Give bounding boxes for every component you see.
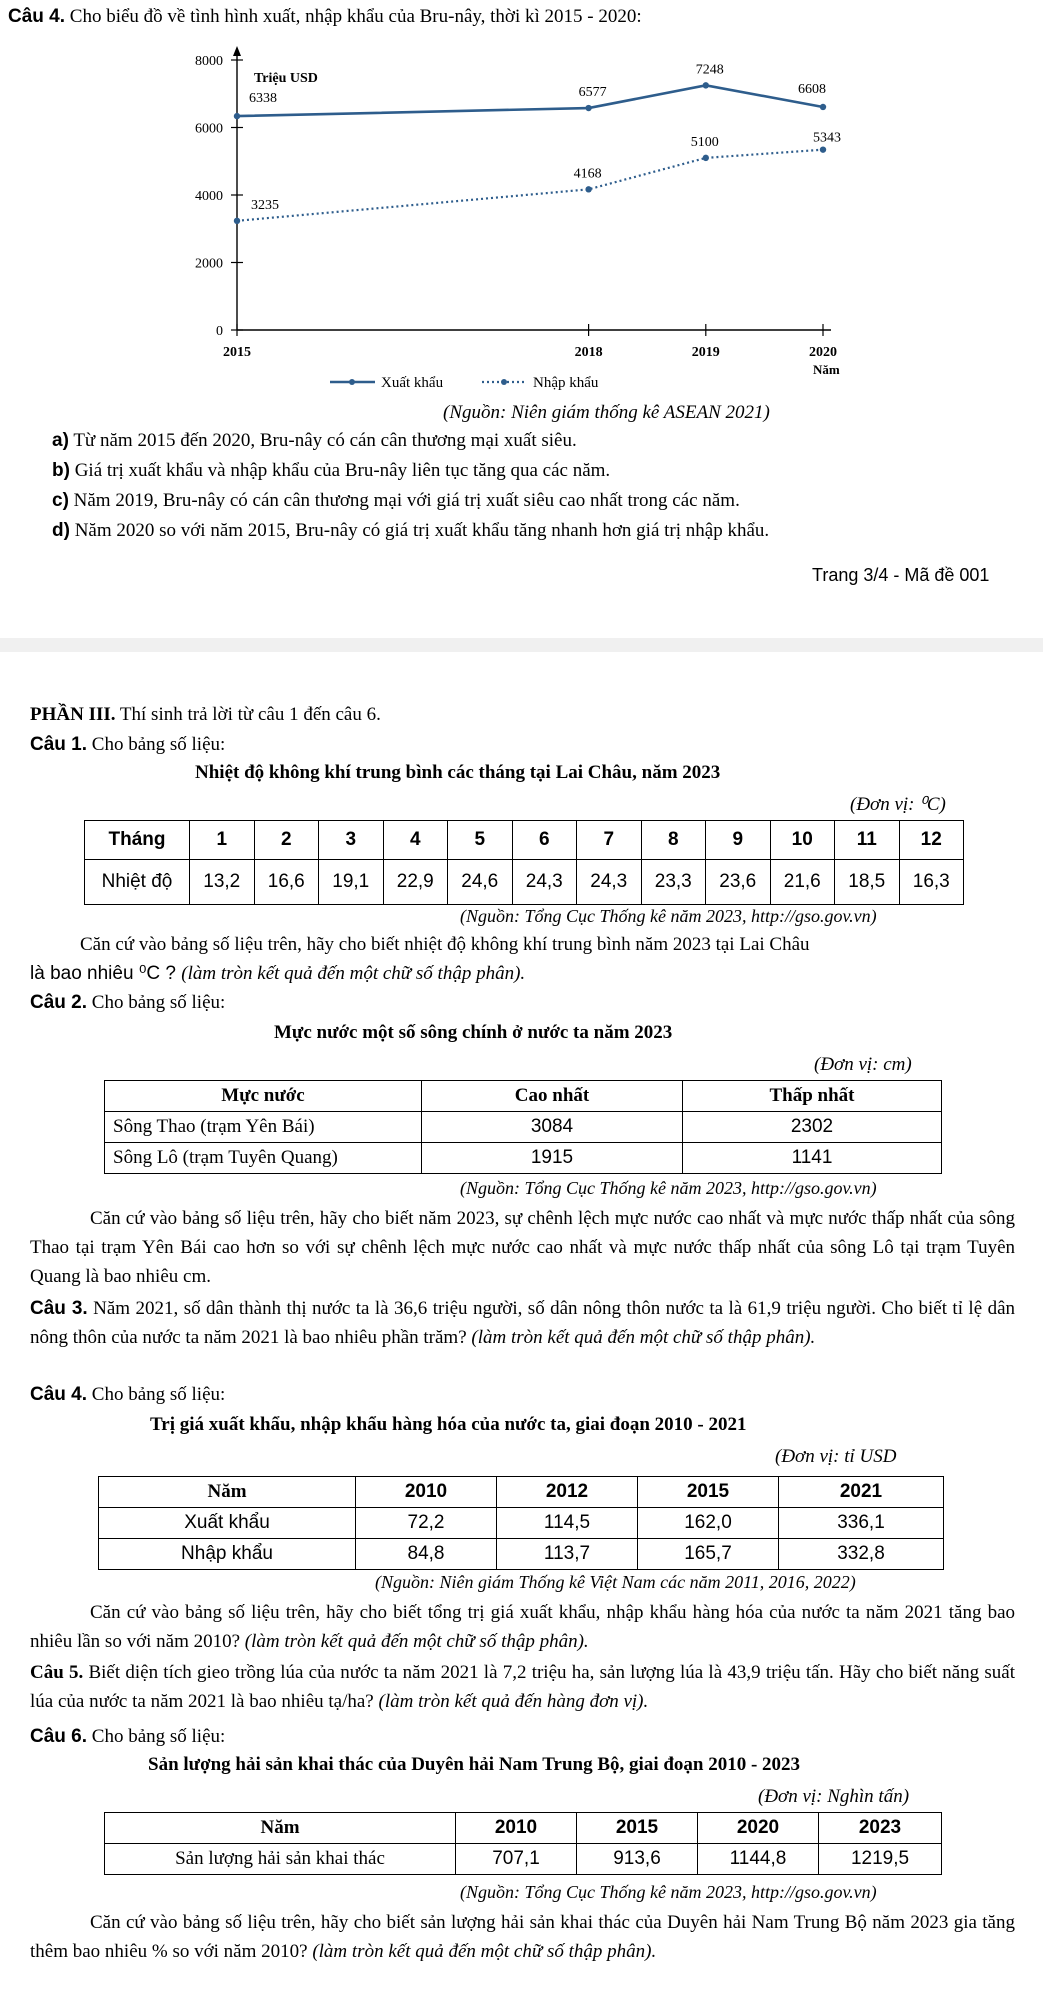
c1-title: Nhiệt độ không khí trung bình các tháng tại Lai Châu, năm 2023 [195, 762, 721, 783]
c1-question-note: (làm tròn kết quả đến một chữ số thập phân). [181, 963, 526, 984]
c2-cell: 2302 [683, 1112, 942, 1143]
y-axis-title: Triệu USD [254, 71, 318, 86]
c4-header-row [99, 1477, 944, 1508]
c6-title: Sản lượng hải sản khai thác của Duyên hải Nam Trung Bộ, giai đoạn 2010 - 2023 [148, 1754, 801, 1775]
c5-text: Biết diện tích gieo trồng lúa của nước ta năm 2021 là 7,2 triệu ha, sản lượng lúa là 43,9 triệu tấn. Hãy cho biết năng suất lúa của nước ta năm 2021 là bao nhiêu tạ/ha? [30, 1662, 1016, 1712]
c6-header: Năm [105, 1813, 456, 1844]
page-top [0, 0, 1043, 640]
c2-intro: Cho bảng số liệu: [87, 992, 226, 1013]
legend-import-label: Nhập khẩu [533, 375, 599, 391]
q4-option-d [52, 518, 769, 543]
c5-label: Câu 5. [30, 1662, 84, 1683]
import-data-label: 5100 [690, 134, 719, 150]
c6-header: 2023 [819, 1813, 942, 1844]
c1-month: 6 [512, 821, 577, 860]
q4-option-a [52, 428, 577, 453]
c4-cell: 113,7 [497, 1539, 638, 1570]
c3-note: (làm tròn kết quả đến một chữ số thập phân). [471, 1327, 816, 1348]
c2-unit: (Đơn vị: cm) [814, 1054, 912, 1075]
option-d-label: d) [52, 520, 70, 541]
c4-header: 2012 [497, 1477, 638, 1508]
c6-cell: 1144,8 [698, 1844, 819, 1875]
c6-header-row [105, 1813, 942, 1844]
c6-cell: 913,6 [577, 1844, 698, 1875]
c4-cell: 72,2 [356, 1508, 497, 1539]
export-data-label: 6608 [798, 81, 826, 97]
x-tick-label: 2018 [574, 345, 603, 360]
c1-row-months [85, 821, 964, 860]
c1-label: Câu 1. [30, 734, 88, 755]
page-footer: Trang 3/4 - Mã đề 001 [812, 565, 990, 585]
c1-month: 12 [899, 821, 964, 860]
c1-table [84, 820, 964, 905]
c1-month: 3 [319, 821, 384, 860]
c6-label: Câu 6. [30, 1726, 88, 1747]
legend-import-dot [501, 379, 507, 385]
c1-month: 10 [770, 821, 835, 860]
export-point [585, 105, 591, 111]
export-point [234, 113, 240, 119]
export-point [820, 104, 826, 110]
part3-text: Thí sinh trả lời từ câu 1 đến câu 6. [115, 704, 381, 725]
y-tick-label: 6000 [195, 121, 223, 137]
c2-source: (Nguồn: Tổng Cục Thống kê năm 2023, http://gso.gov.vn) [460, 1178, 877, 1198]
c2-row [105, 1143, 942, 1174]
option-b-label: b) [52, 460, 70, 481]
q4-option-c [52, 488, 740, 513]
c6-row [105, 1844, 942, 1875]
q4-top-text: Cho biểu đồ về tình hình xuất, nhập khẩu của Bru-nây, thời kì 2015 - 2020: [69, 6, 642, 27]
q4-top-label: Câu 4. [8, 6, 66, 27]
c4-source: (Nguồn: Niên giám Thống kê Việt Nam các năm 2011, 2016, 2022) [375, 1572, 856, 1592]
option-c-text: Năm 2019, Bru-nây có cán cân thương mại với giá trị xuất siêu cao nhất trong các năm. [73, 490, 740, 511]
c5-note: (làm tròn kết quả đến hàng đơn vị). [378, 1691, 649, 1712]
c1-temp: 23,3 [641, 860, 706, 905]
series-line-import [237, 150, 823, 221]
y-axis-arrow [233, 46, 241, 56]
c2-label: Câu 2. [30, 992, 88, 1013]
c1-temp: 24,6 [448, 860, 513, 905]
part3-heading [30, 702, 381, 727]
y-tick-label: 2000 [195, 256, 223, 272]
c2-title: Mực nước một số sông chính ở nước ta năm 2023 [274, 1022, 673, 1043]
c2-header: Thấp nhất [683, 1081, 942, 1112]
trade-line-chart [180, 40, 860, 400]
import-point [703, 155, 709, 161]
x-tick-label: 2019 [691, 345, 720, 360]
c4-cell: 84,8 [356, 1539, 497, 1570]
y-tick-label: 8000 [195, 54, 223, 69]
legend-export-label: Xuất khẩu [381, 375, 444, 391]
c2-cell: Sông Lô (trạm Tuyên Quang) [105, 1143, 422, 1174]
c6-cell: Sản lượng hải sản khai thác [105, 1844, 456, 1875]
c1-month: 8 [641, 821, 706, 860]
q4-top-source: (Nguồn: Niên giám thống kê ASEAN 2021) [443, 402, 770, 423]
c1-heading [30, 732, 225, 757]
c2-header-row [105, 1081, 942, 1112]
export-data-label: 7248 [695, 62, 724, 78]
export-point [703, 82, 709, 88]
import-point [585, 186, 591, 192]
option-b-text: Giá trị xuất khẩu và nhập khẩu của Bru-nây liên tục tăng qua các năm. [74, 460, 611, 481]
c2-cell: Sông Thao (trạm Yên Bái) [105, 1112, 422, 1143]
x-tick-label: 2020 [809, 345, 837, 360]
c1-month: 9 [706, 821, 771, 860]
c4-question: Căn cứ vào bảng số liệu trên, hãy cho biết tổng trị giá xuất khẩu, nhập khẩu hàng hóa của nước ta năm 2021 tăng bao nhiêu lần so với năm 2010? [30, 1602, 1015, 1652]
c4-cell: 165,7 [638, 1539, 779, 1570]
c3-text: Năm 2021, số dân thành thị nước ta là 36,6 triệu người, số dân nông thôn nước ta là 61,9 triệu người. Cho biết tỉ lệ dân nông thôn của nước ta năm 2021 là bao nhiêu phần trăm? [30, 1298, 1015, 1348]
c4-note: (làm tròn kết quả đến một chữ số thập phân). [244, 1631, 589, 1652]
c6-question-block [30, 1908, 1015, 1966]
c6-cell: 707,1 [456, 1844, 577, 1875]
c6-heading [30, 1724, 225, 1749]
q4-top-heading [8, 4, 642, 29]
c6-header: 2020 [698, 1813, 819, 1844]
c4-header: 2010 [356, 1477, 497, 1508]
c1-source: (Nguồn: Tổng Cục Thống kê năm 2023, http://gso.gov.vn) [460, 906, 877, 926]
option-a-text: Từ năm 2015 đến 2020, Bru-nây có cán cân thương mại xuất siêu. [73, 430, 577, 451]
c6-question: Căn cứ vào bảng số liệu trên, hãy cho biết sản lượng hải sản khai thác của Duyên hải Nam Trung Bộ năm 2023 gia tăng thêm bao nhiêu % so với năm 2010? [30, 1912, 1015, 1962]
c4-title: Trị giá xuất khẩu, nhập khẩu hàng hóa của nước ta, giai đoạn 2010 - 2021 [150, 1414, 747, 1435]
c1-month: 7 [577, 821, 642, 860]
c1-temp: 18,5 [835, 860, 900, 905]
option-d-text: Năm 2020 so với năm 2015, Bru-nây có giá trị xuất khẩu tăng nhanh hơn giá trị nhập khẩu. [74, 520, 770, 541]
c2-cell: 3084 [422, 1112, 683, 1143]
q4-option-b [52, 458, 610, 483]
c1-row-temps [85, 860, 964, 905]
y-tick-label: 4000 [195, 189, 223, 204]
c1-temp: 22,9 [383, 860, 448, 905]
c1-head-month: Tháng [85, 821, 190, 860]
c1-question-main: là bao nhiêu ⁰C ? [30, 963, 182, 984]
import-point [234, 218, 240, 224]
c4-cell: 162,0 [638, 1508, 779, 1539]
c2-table [104, 1080, 942, 1174]
c4-question-block [30, 1598, 1015, 1656]
c4-cell: 336,1 [779, 1508, 944, 1539]
c1-temp: 16,3 [899, 860, 964, 905]
c2-cell: 1141 [683, 1143, 942, 1174]
c1-month: 1 [190, 821, 255, 860]
page-bottom [0, 652, 1043, 2004]
x-axis-title: Năm [813, 362, 840, 377]
c1-temp: 16,6 [254, 860, 319, 905]
c4-cell: Nhập khẩu [99, 1539, 356, 1570]
c6-source: (Nguồn: Tổng Cục Thống kê năm 2023, http://gso.gov.vn) [460, 1882, 877, 1902]
c2-heading [30, 990, 225, 1015]
c2-row [105, 1112, 942, 1143]
c2-header: Mực nước [105, 1081, 422, 1112]
c4-header: 2021 [779, 1477, 944, 1508]
c1-temp: 24,3 [577, 860, 642, 905]
c1-head-temp: Nhiệt độ [85, 860, 190, 905]
c1-intro: Cho bảng số liệu: [87, 734, 226, 755]
c2-cell: 1915 [422, 1143, 683, 1174]
c6-intro: Cho bảng số liệu: [87, 1726, 226, 1747]
c4-intro: Cho bảng số liệu: [87, 1384, 226, 1405]
c6-note: (làm tròn kết quả đến một chữ số thập phân). [312, 1941, 657, 1962]
c6-unit: (Đơn vị: Nghìn tấn) [758, 1786, 910, 1807]
y-tick-label: 0 [216, 324, 223, 339]
c6-cell: 1219,5 [819, 1844, 942, 1875]
chart-series [234, 82, 826, 224]
c1-month: 11 [835, 821, 900, 860]
c4-unit: (Đơn vị: tỉ USD [775, 1446, 897, 1467]
page-separator [0, 638, 1043, 652]
c4-row [99, 1539, 944, 1570]
c1-unit: (Đơn vị: ⁰C) [850, 794, 946, 815]
c6-header: 2015 [577, 1813, 698, 1844]
c4-row [99, 1508, 944, 1539]
c1-month: 2 [254, 821, 319, 860]
import-data-label: 5343 [813, 130, 841, 146]
c1-month: 5 [448, 821, 513, 860]
c2-header: Cao nhất [422, 1081, 683, 1112]
option-c-label: c) [52, 490, 69, 511]
legend-export-dot [349, 379, 355, 385]
c1-question-line1: Căn cứ vào bảng số liệu trên, hãy cho biết nhiệt độ không khí trung bình năm 2023 tại Lai Châu [80, 934, 810, 955]
series-line-export [237, 85, 823, 116]
c4-heading [30, 1382, 225, 1407]
chart-labels [249, 62, 841, 391]
c4-header: 2015 [638, 1477, 779, 1508]
c1-month: 4 [383, 821, 448, 860]
c1-question-line2 [30, 961, 525, 986]
import-data-label: 4168 [573, 166, 602, 182]
c3-label: Câu 3. [30, 1298, 88, 1319]
c3-block [30, 1294, 1015, 1352]
c1-temp: 23,6 [706, 860, 771, 905]
import-data-label: 3235 [251, 197, 279, 213]
c6-table [104, 1812, 942, 1875]
import-point [820, 146, 826, 152]
export-data-label: 6338 [249, 91, 277, 107]
part3-label: PHẦN III. [30, 704, 116, 725]
c4-cell: 332,8 [779, 1539, 944, 1570]
c2-question: Căn cứ vào bảng số liệu trên, hãy cho biết năm 2023, sự chênh lệch mực nước cao nhất và mực nước thấp nhất của sông Thao tại trạm Yên Bái cao hơn so với sự chênh lệch mực nước cao nhất và mực nước thấp nhất của sông Lô tại trạm Tuyên Quang là bao nhiêu cm. [30, 1208, 1015, 1287]
c1-temp: 24,3 [512, 860, 577, 905]
option-a-label: a) [52, 430, 69, 451]
c4-header: Năm [99, 1477, 356, 1508]
c1-temp: 19,1 [319, 860, 384, 905]
c4-cell: Xuất khẩu [99, 1508, 356, 1539]
export-data-label: 6577 [578, 85, 607, 101]
c4-label: Câu 4. [30, 1384, 88, 1405]
c1-temp: 13,2 [190, 860, 255, 905]
c5-block [30, 1658, 1015, 1716]
c6-header: 2010 [456, 1813, 577, 1844]
x-tick-label: 2015 [223, 345, 251, 360]
c4-cell: 114,5 [497, 1508, 638, 1539]
c4-table [98, 1476, 944, 1570]
c1-temp: 21,6 [770, 860, 835, 905]
